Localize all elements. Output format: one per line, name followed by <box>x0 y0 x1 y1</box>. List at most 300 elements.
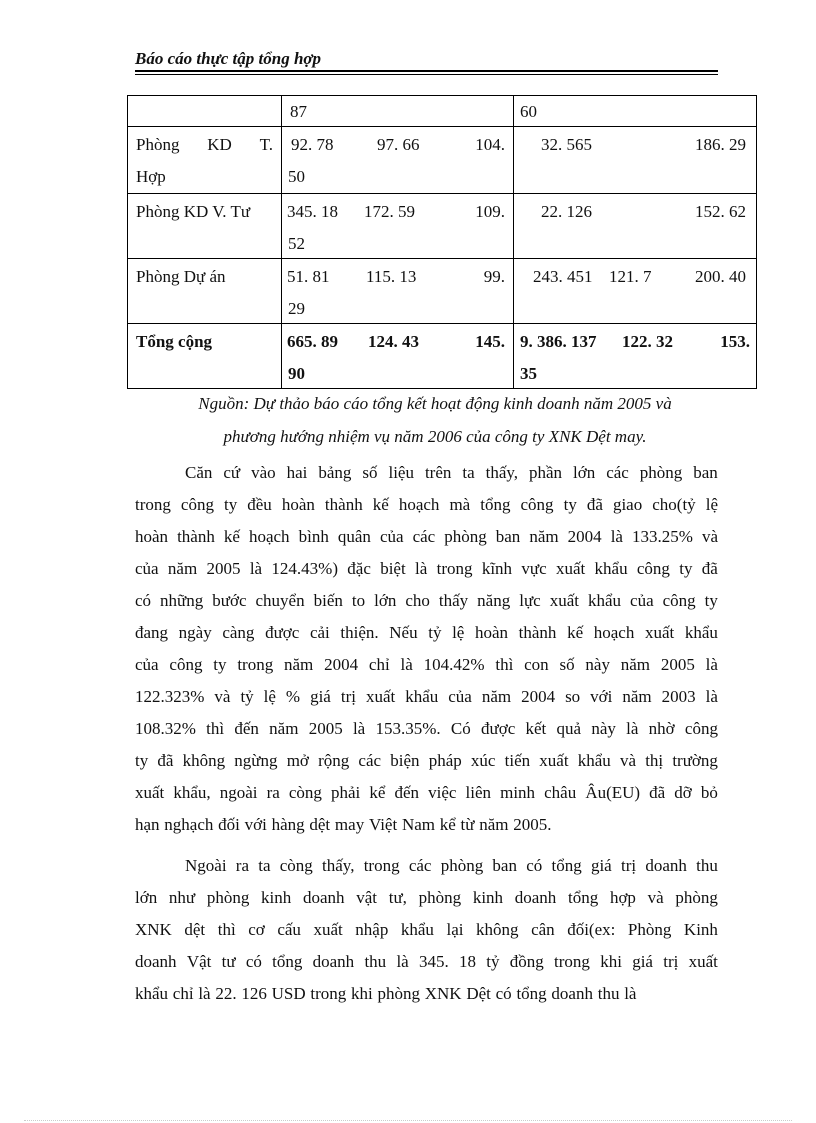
word: Căn <box>185 463 213 482</box>
word: càng <box>222 623 255 642</box>
mid-value: 115. 13 <box>366 267 417 286</box>
word: đối <box>218 815 240 834</box>
word: cân <box>531 920 555 939</box>
mid-value: 97. 66 <box>377 135 420 154</box>
word: tổng <box>568 888 599 907</box>
word: Vật <box>186 952 212 971</box>
mid-value: 90 <box>288 364 305 383</box>
word: xuất <box>135 783 165 802</box>
word: tỷ <box>486 952 500 971</box>
mid-value: 665. 89 <box>287 332 338 351</box>
word: rộng <box>318 751 350 770</box>
word: lệ <box>263 687 276 706</box>
word: thấy <box>438 591 469 610</box>
word: 2005 <box>308 719 343 738</box>
mid-value: 51. 81 <box>287 267 330 286</box>
word: Nếu <box>389 623 418 642</box>
word: đang <box>135 623 169 642</box>
word: cứ <box>223 463 241 482</box>
word: trường <box>672 751 718 770</box>
word: được <box>481 719 516 738</box>
right-value: 9. 386. 137 <box>520 332 597 351</box>
table-row <box>128 324 757 389</box>
word: thu <box>364 952 387 971</box>
word: hợp <box>609 888 636 907</box>
word: chỉ <box>172 984 194 1003</box>
word: là <box>198 984 211 1003</box>
word: bước <box>212 591 247 610</box>
table-row <box>128 96 757 127</box>
word: là <box>352 719 366 738</box>
paragraph-1 <box>135 457 718 841</box>
word: hàng <box>271 815 305 834</box>
word: kĩnh <box>481 559 513 578</box>
right-value: 22. 126 <box>541 202 592 221</box>
text-line <box>135 850 718 882</box>
word: này <box>585 655 610 674</box>
text-line <box>135 882 718 914</box>
text-line <box>135 617 718 649</box>
word: biến <box>313 591 343 610</box>
word: của <box>135 655 159 674</box>
word: các <box>606 463 629 482</box>
word: không <box>182 751 226 770</box>
word: kết <box>525 719 547 738</box>
word: có <box>495 984 512 1003</box>
word: những <box>160 591 204 610</box>
word: chỉ <box>368 655 390 674</box>
row-label-cell <box>128 324 282 389</box>
right-value: 243. 451 <box>533 267 593 286</box>
right-cell <box>514 194 757 259</box>
word: 345. <box>419 952 449 971</box>
word: công <box>684 719 718 738</box>
right-cell <box>514 324 757 389</box>
word: ty <box>563 495 577 514</box>
word: còng <box>288 783 322 802</box>
word: tổng <box>516 984 547 1003</box>
text-line <box>135 489 718 521</box>
word: kể <box>439 815 456 834</box>
word: biệt <box>380 559 406 578</box>
word: của <box>379 527 404 546</box>
word: kế <box>372 495 389 514</box>
right-value: 153. <box>720 332 750 351</box>
word: phòng <box>418 888 462 907</box>
right-value: 121. 7 <box>609 267 652 286</box>
word: 2004 <box>567 527 602 546</box>
right-value: 60 <box>520 102 537 121</box>
text-line <box>135 457 718 489</box>
word: lớn <box>374 591 397 610</box>
word: cơ <box>248 920 265 939</box>
word: thì <box>206 719 225 738</box>
word: tổng <box>551 856 582 875</box>
word: ty <box>704 591 718 610</box>
word: khẩu <box>587 591 622 610</box>
word: là <box>705 655 718 674</box>
word: cải <box>309 623 330 642</box>
word: 133.25% <box>632 527 693 546</box>
word: biện <box>390 751 420 770</box>
mid-cell <box>282 194 514 259</box>
word: ty <box>224 495 238 514</box>
word: thấy, <box>322 856 355 875</box>
word: 2005 <box>660 655 695 674</box>
word: đã <box>157 751 174 770</box>
source-caption-line1: Nguồn: Dự thảo báo cáo tổng kết hoạt động kinh doanh năm 2005 và <box>198 394 672 413</box>
word: còng <box>279 856 313 875</box>
word: năm <box>620 655 651 674</box>
word: quả <box>556 719 582 738</box>
word: phòng <box>440 856 484 875</box>
row-label-cell <box>128 259 282 324</box>
table-row <box>128 194 757 259</box>
word: USD <box>271 984 306 1003</box>
word: và <box>701 527 718 546</box>
word: hoạch <box>398 495 440 514</box>
word: của <box>448 687 472 706</box>
word: thành <box>518 623 557 642</box>
word: việc <box>428 783 457 802</box>
mid-value: 92. 78 <box>291 135 334 154</box>
word: số <box>362 463 378 482</box>
word: công <box>169 655 203 674</box>
word: bình <box>298 527 329 546</box>
word: trong <box>135 495 171 514</box>
word: nhờ <box>648 719 675 738</box>
word: doanh <box>135 952 177 971</box>
word: doanh <box>312 952 355 971</box>
word: và <box>647 888 664 907</box>
word: khẩu <box>405 687 439 706</box>
word: khẩu <box>577 751 611 770</box>
word: là <box>400 655 413 674</box>
word: năm <box>269 719 299 738</box>
text-line <box>135 521 718 553</box>
word: châu <box>544 783 577 802</box>
word: giá <box>310 687 331 706</box>
word: bảng <box>318 463 352 482</box>
word: thị <box>645 751 664 770</box>
row-label: Tổng cộng <box>136 332 213 351</box>
mid-value: 172. 59 <box>364 202 415 221</box>
word: trong <box>237 655 274 674</box>
word: liên <box>465 783 492 802</box>
word: ban <box>693 463 718 482</box>
word: đã <box>586 495 603 514</box>
word: ta <box>462 463 475 482</box>
word: trị <box>620 856 637 875</box>
word: là <box>626 719 639 738</box>
word: khẩu <box>594 559 628 578</box>
mid-value: 99. <box>483 267 505 286</box>
word: 22. <box>215 984 237 1003</box>
word: lớn <box>135 888 158 907</box>
word: đến <box>394 783 420 802</box>
header-rule-thin <box>135 74 718 75</box>
word: lớn <box>573 463 596 482</box>
word: hoạch <box>593 623 635 642</box>
word: đều <box>247 495 272 514</box>
paragraph-2 <box>135 850 718 1010</box>
word: Âu(EU) <box>585 783 641 802</box>
word: % <box>285 687 301 706</box>
word: phòng <box>675 888 718 907</box>
word: giá <box>632 952 653 971</box>
word: xuất <box>549 591 579 610</box>
word: 2004 <box>521 687 556 706</box>
word: 104.42% <box>423 655 485 674</box>
word: 2003 <box>661 687 696 706</box>
word: ty <box>213 655 227 674</box>
word: giao <box>612 495 643 514</box>
word: kể <box>369 783 386 802</box>
word: trị <box>340 687 356 706</box>
word: so <box>565 687 581 706</box>
word: khẩu <box>400 920 434 939</box>
word: doanh <box>645 856 687 875</box>
word: có <box>526 856 543 875</box>
word: xuất <box>644 623 675 642</box>
word: thì <box>217 920 236 939</box>
word: là <box>396 952 409 971</box>
word: các <box>412 527 436 546</box>
text-line <box>135 585 718 617</box>
word: cho(tỷ <box>652 495 696 514</box>
word: xuất <box>688 952 718 971</box>
word: hoàn <box>474 623 509 642</box>
word: giá <box>590 856 612 875</box>
word: quân <box>337 527 371 546</box>
row-label-cell <box>128 127 282 194</box>
word: kinh <box>472 888 504 907</box>
word: tổng <box>480 495 511 514</box>
word: XNK <box>424 984 462 1003</box>
word: cho <box>405 591 430 610</box>
word: tiến <box>504 751 531 770</box>
mid-value: 52 <box>288 234 305 253</box>
word: xuất <box>555 559 586 578</box>
word: công <box>520 495 554 514</box>
word: của <box>135 559 159 578</box>
text-line <box>135 553 718 585</box>
word: doanh <box>551 984 593 1003</box>
right-cell <box>514 96 757 127</box>
word: này <box>591 719 616 738</box>
word: mà <box>449 495 471 514</box>
word: của <box>630 591 654 610</box>
row-label-cell <box>128 194 282 259</box>
word: phải <box>331 783 361 802</box>
word: với <box>244 815 267 834</box>
text-line <box>135 713 718 745</box>
word: phòng <box>444 527 487 546</box>
word: 2005. <box>513 815 552 834</box>
word: xuất <box>313 920 343 939</box>
word: tư, <box>388 888 407 907</box>
word: năm <box>529 527 559 546</box>
word: XNK <box>135 920 172 939</box>
word: Phòng <box>627 920 672 939</box>
label-line2: Hợp <box>136 167 166 186</box>
mid-value: 109. <box>475 202 505 221</box>
word: hoạch <box>248 527 290 546</box>
text-line <box>135 681 718 713</box>
word: xuất <box>365 687 396 706</box>
word: năm <box>167 559 198 578</box>
word: hạn <box>135 815 160 834</box>
right-value: 32. 565 <box>541 135 592 154</box>
word: trong <box>436 559 473 578</box>
mid-value: 345. 18 <box>287 202 338 221</box>
word: có <box>245 952 262 971</box>
word: liệu <box>388 463 414 482</box>
right-value: 122. 32 <box>622 332 673 351</box>
row-label: Phòng KD V. Tư <box>136 202 251 221</box>
word: năm <box>481 687 512 706</box>
row-label: Phòng Dự án <box>136 267 226 286</box>
word: đối(ex: <box>567 920 616 939</box>
word: là <box>705 687 718 706</box>
word: thu <box>696 856 718 875</box>
word: khẩu, <box>173 783 211 802</box>
word: trong <box>310 984 347 1003</box>
mid-cell <box>282 259 514 324</box>
word: ta <box>258 856 271 875</box>
word: ngừng <box>234 751 278 770</box>
word: dỡ <box>674 783 692 802</box>
word: hai <box>286 463 308 482</box>
word: 126 <box>241 984 267 1003</box>
word: đặc <box>347 559 371 578</box>
footer-divider <box>24 1120 792 1121</box>
word: thấy, <box>485 463 519 482</box>
word: Ngoài <box>185 856 227 875</box>
word: hoàn <box>281 495 315 514</box>
word: Việt <box>368 815 398 834</box>
word: là <box>249 559 263 578</box>
text-line <box>135 978 718 1010</box>
label-word: T. <box>259 135 273 154</box>
mid-value: 145. <box>475 332 505 351</box>
word: ban <box>495 527 521 546</box>
source-caption-line2: phương hướng nhiệm vụ năm 2006 của công ty XNK Dệt may. <box>223 427 647 446</box>
word: là <box>610 527 623 546</box>
word: khẩu <box>684 623 718 642</box>
word: Dệt <box>466 984 491 1003</box>
word: khẩu <box>135 984 169 1003</box>
word: phần <box>528 463 563 482</box>
word: các <box>358 751 382 770</box>
right-value: 152. 62 <box>695 202 746 221</box>
word: nghạch <box>164 815 214 834</box>
word: trong <box>363 856 400 875</box>
word: khi <box>600 952 622 971</box>
text-line <box>135 914 718 946</box>
text-line <box>135 777 718 809</box>
word: với <box>590 687 613 706</box>
word: tỷ <box>240 687 254 706</box>
word: xúc <box>470 751 496 770</box>
word: đã <box>649 783 666 802</box>
word: 2005 <box>206 559 241 578</box>
word: như <box>168 888 196 907</box>
header-rule-thick <box>135 70 718 72</box>
word: Nam <box>401 815 435 834</box>
word: có <box>135 591 152 610</box>
word: 108.32% <box>135 719 196 738</box>
word: 2004 <box>324 655 359 674</box>
word: thiện. <box>340 623 379 642</box>
word: số <box>559 655 575 674</box>
word: pháp <box>428 751 462 770</box>
word: đã <box>701 559 718 578</box>
mid-cell <box>282 127 514 194</box>
word: nhập <box>355 920 389 939</box>
word: vực <box>521 559 547 578</box>
right-value: 200. 40 <box>695 267 746 286</box>
label-word: KD <box>207 135 232 154</box>
row-label-cell <box>128 96 282 127</box>
word: phòng <box>639 463 683 482</box>
word: phòng <box>377 984 420 1003</box>
word: doanh <box>514 888 557 907</box>
word: lại <box>446 920 464 939</box>
word: tỷ <box>428 623 442 642</box>
word: vào <box>251 463 276 482</box>
right-cell <box>514 259 757 324</box>
word: bỏ <box>700 783 718 802</box>
mid-cell <box>282 324 514 389</box>
word: là <box>415 559 428 578</box>
table-row <box>128 259 757 324</box>
word: thì <box>495 655 514 674</box>
word: ra <box>266 783 280 802</box>
word: các <box>408 856 432 875</box>
word: công <box>636 559 670 578</box>
word: thành <box>324 495 363 514</box>
word: ty <box>135 751 149 770</box>
word: hoàn <box>135 527 169 546</box>
data-table <box>127 95 757 389</box>
word: từ <box>460 815 475 834</box>
word: dệt <box>184 920 206 939</box>
word: trong <box>554 952 590 971</box>
word: ngày <box>178 623 212 642</box>
mid-cell <box>282 96 514 127</box>
mid-value: 87 <box>290 102 307 121</box>
word: chuyển <box>255 591 305 610</box>
word: trên <box>424 463 452 482</box>
word: minh <box>500 783 536 802</box>
word: lực <box>519 591 541 610</box>
word: 122.323% <box>135 687 205 706</box>
word: kế <box>567 623 584 642</box>
mid-value: 124. 43 <box>368 332 419 351</box>
label-word: Phòng <box>136 135 180 154</box>
word: kinh <box>261 888 292 907</box>
text-line <box>135 809 718 841</box>
word: tổng <box>272 952 303 971</box>
word: không <box>476 920 519 939</box>
mid-value: 29 <box>288 299 305 318</box>
word: đồng <box>509 952 544 971</box>
word: phòng <box>206 888 250 907</box>
word: và <box>619 751 637 770</box>
word: 153.35%. <box>375 719 441 738</box>
mid-value: 50 <box>288 167 305 186</box>
